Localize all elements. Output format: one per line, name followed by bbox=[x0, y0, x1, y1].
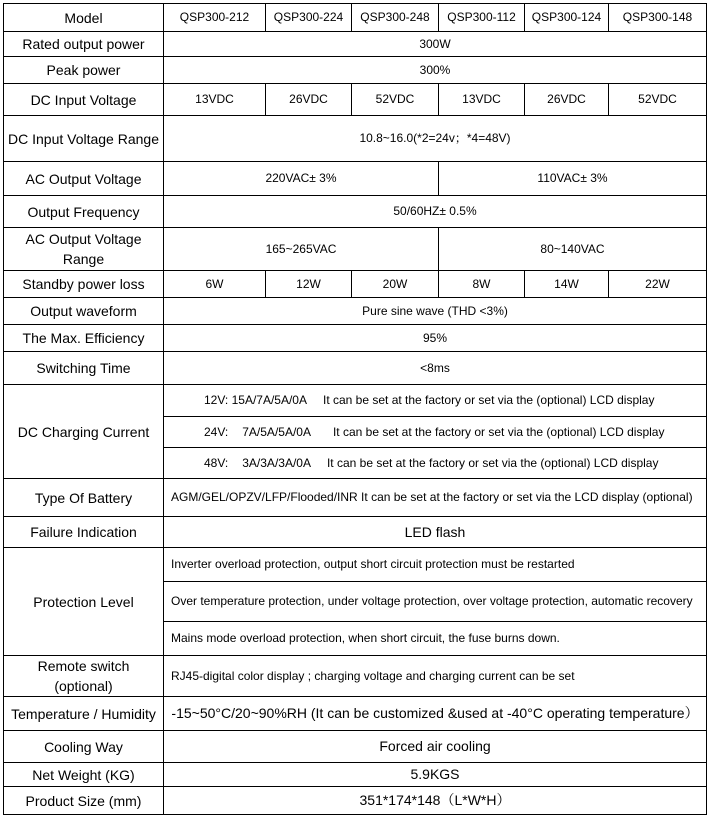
row-value: RJ45-digital color display ; charging voltage and charging current can be set bbox=[164, 656, 707, 697]
row-value: 20W bbox=[352, 271, 439, 298]
model-name: QSP300-248 bbox=[352, 4, 439, 32]
row-value: 12W bbox=[266, 271, 352, 298]
row-value: AGM/GEL/OPZV/LFP/Flooded/INR It can be set at the factory or set via the LCD display (optional) bbox=[164, 479, 707, 517]
row-label: Peak power bbox=[4, 57, 164, 84]
charging-current: 7A/5A/5A/0A bbox=[242, 424, 311, 439]
row-label: Protection Level bbox=[4, 548, 164, 656]
row-label: DC Charging Current bbox=[4, 385, 164, 479]
row-value: 351*174*148（L*W*H） bbox=[164, 787, 707, 815]
row-protection-level bbox=[4, 548, 707, 582]
row-value: LED flash bbox=[164, 517, 707, 548]
row-label: The Max. Efficiency bbox=[4, 325, 164, 352]
row-label: Standby power loss bbox=[4, 271, 164, 298]
row-value: 300% bbox=[164, 57, 707, 84]
row-value: 14W bbox=[525, 271, 609, 298]
row-value: 13VDC bbox=[164, 84, 266, 116]
row-label: Product Size (mm) bbox=[4, 787, 164, 815]
row-cooling-way bbox=[4, 731, 707, 763]
row-value: 5.9KGS bbox=[164, 763, 707, 787]
row-value: 26VDC bbox=[266, 84, 352, 116]
row-value: 6W bbox=[164, 271, 266, 298]
row-value: 220VAC± 3% bbox=[164, 162, 439, 196]
row-value: 300W bbox=[164, 32, 707, 57]
row-type-of-battery bbox=[4, 479, 707, 517]
row-value: -15~50°C/20~90%RH (It can be customized &used at -40°C operating temperature） bbox=[164, 697, 707, 731]
model-name: QSP300-224 bbox=[266, 4, 352, 32]
protection-line: Inverter overload protection, output short circuit protection must be restarted bbox=[164, 548, 707, 582]
protection-line: Mains mode overload protection, when short circuit, the fuse burns down. bbox=[164, 622, 707, 656]
row-model bbox=[4, 4, 707, 32]
charging-note: It can be set at the factory or set via the (optional) LCD display bbox=[332, 424, 665, 439]
row-value: 26VDC bbox=[525, 84, 609, 116]
row-value: Forced air cooling bbox=[164, 731, 707, 763]
row-value: 165~265VAC bbox=[164, 228, 439, 271]
protection-line: Over temperature protection, under voltage protection, over voltage protection, automatic recovery bbox=[164, 582, 707, 622]
row-dc-charging-current bbox=[4, 385, 707, 417]
row-rated-output-power bbox=[4, 32, 707, 57]
row-value: 52VDC bbox=[352, 84, 439, 116]
spec-table bbox=[3, 3, 707, 815]
model-label: Model bbox=[4, 4, 164, 32]
row-peak-power bbox=[4, 57, 707, 84]
model-name: QSP300-112 bbox=[439, 4, 525, 32]
row-label: AC Output Voltage Range bbox=[4, 228, 164, 271]
row-value: 52VDC bbox=[609, 84, 707, 116]
row-ac-output-voltage bbox=[4, 162, 707, 196]
charging-voltage: 12V: bbox=[204, 393, 229, 407]
row-label: Rated output power bbox=[4, 32, 164, 57]
row-ac-output-voltage-range bbox=[4, 228, 707, 271]
charging-line bbox=[164, 448, 707, 479]
row-label: Temperature / Humidity bbox=[4, 697, 164, 731]
charging-line bbox=[164, 385, 707, 417]
model-name: QSP300-124 bbox=[525, 4, 609, 32]
charging-current: 15A/7A/5A/0A bbox=[231, 393, 307, 407]
row-output-frequency bbox=[4, 196, 707, 228]
row-label: AC Output Voltage bbox=[4, 162, 164, 196]
row-value: 22W bbox=[609, 271, 707, 298]
row-temperature-humidity bbox=[4, 697, 707, 731]
row-value: Pure sine wave (THD <3%) bbox=[164, 298, 707, 325]
row-net-weight bbox=[4, 763, 707, 787]
row-value: 80~140VAC bbox=[439, 228, 707, 271]
charging-voltage: 24V: bbox=[204, 424, 229, 439]
row-standby-power-loss bbox=[4, 271, 707, 298]
row-value: 110VAC± 3% bbox=[439, 162, 707, 196]
row-label: DC Input Voltage bbox=[4, 84, 164, 116]
row-value: 8W bbox=[439, 271, 525, 298]
charging-voltage: 48V: bbox=[204, 455, 229, 470]
row-label: Remote switch (optional) bbox=[4, 656, 164, 697]
row-product-size bbox=[4, 787, 707, 815]
model-name: QSP300-212 bbox=[164, 4, 266, 32]
row-value: <8ms bbox=[164, 352, 707, 385]
row-output-waveform bbox=[4, 298, 707, 325]
row-value: 95% bbox=[164, 325, 707, 352]
row-value: 50/60HZ± 0.5% bbox=[164, 196, 707, 228]
charging-current: 3A/3A/3A/0A bbox=[242, 455, 311, 470]
charging-note: It can be set at the factory or set via the (optional) LCD display bbox=[322, 393, 655, 407]
row-label: Output Frequency bbox=[4, 196, 164, 228]
row-max-efficiency bbox=[4, 325, 707, 352]
charging-line bbox=[164, 417, 707, 448]
row-switching-time bbox=[4, 352, 707, 385]
row-dc-input-voltage-range bbox=[4, 116, 707, 162]
row-label: Output waveform bbox=[4, 298, 164, 325]
row-value: 10.8~16.0(*2=24v；*4=48V) bbox=[164, 116, 707, 162]
row-value: 13VDC bbox=[439, 84, 525, 116]
row-label: DC Input Voltage Range bbox=[4, 116, 164, 162]
row-failure-indication bbox=[4, 517, 707, 548]
row-label: Switching Time bbox=[4, 352, 164, 385]
row-remote-switch bbox=[4, 656, 707, 697]
row-label: Failure Indication bbox=[4, 517, 164, 548]
row-label: Type Of Battery bbox=[4, 479, 164, 517]
charging-note: It can be set at the factory or set via the (optional) LCD display bbox=[326, 455, 659, 470]
row-label: Net Weight (KG) bbox=[4, 763, 164, 787]
row-dc-input-voltage bbox=[4, 84, 707, 116]
model-name: QSP300-148 bbox=[609, 4, 707, 32]
row-label: Cooling Way bbox=[4, 731, 164, 763]
